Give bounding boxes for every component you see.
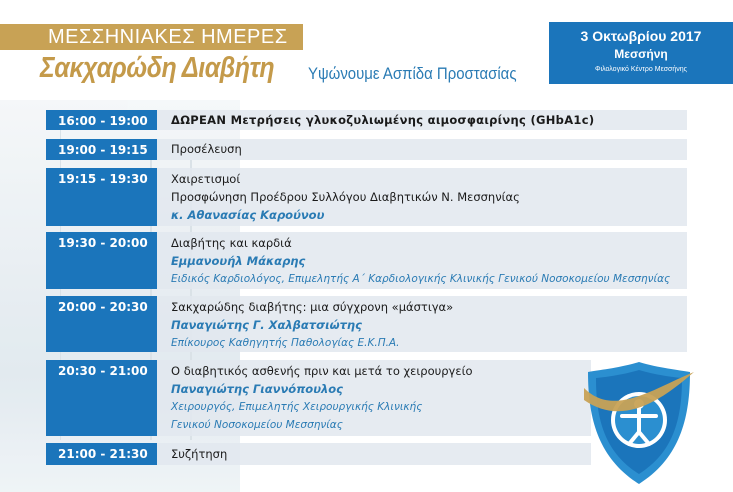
row-title: ΔΩΡΕΑΝ Μετρήσεις γλυκοζυλιωμένης αιμοσφαιρίνης (GHbA1c) [171, 113, 595, 127]
schedule-row [46, 232, 687, 289]
row-time: 19:00 - 19:15 [46, 139, 157, 160]
row-time: 20:30 - 21:00 [46, 360, 157, 436]
row-title: Διαβήτης και καρδιά [171, 236, 292, 250]
row-time: 21:00 - 21:30 [46, 443, 157, 465]
schedule-row [46, 296, 687, 352]
row-speaker: κ. Αθανασίας Καρούνου [171, 208, 325, 222]
row-content [157, 139, 687, 160]
event-venue: Φιλολογικό Κέντρο Μεσσήνης [594, 66, 687, 73]
event-city: Μεσσήνη [614, 47, 668, 61]
row-time: 16:00 - 19:00 [46, 110, 157, 130]
row-content [157, 232, 687, 289]
date-box [549, 22, 733, 84]
row-time: 19:30 - 20:00 [46, 232, 157, 289]
row-time: 20:00 - 20:30 [46, 296, 157, 352]
schedule-row [46, 168, 687, 226]
event-banner [0, 24, 303, 50]
row-title: Σακχαρώδης διαβήτης: μια σύγχρονη «μάστιγα» [171, 300, 454, 314]
row-speaker: Παναγιώτης Γ. Χαλβατσιώτης [171, 318, 362, 332]
row-title: Ο διαβητικός ασθενής πριν και μετά το χειρουργείο [171, 364, 473, 378]
vitruvian-shield-icon [584, 358, 694, 488]
row-content [157, 110, 687, 130]
row-speaker: Εμμανουήλ Μάκαρης [171, 254, 306, 268]
row-time: 19:15 - 19:30 [46, 168, 157, 226]
row-affiliation: Επίκουρος Καθηγητής Παθολογίας Ε.Κ.Π.Α. [171, 337, 400, 349]
row-title: Προσέλευση [171, 142, 242, 156]
schedule-row [46, 360, 591, 436]
schedule-row [46, 110, 687, 130]
event-tagline: Υψώνουμε Ασπίδα Προστασίας [308, 64, 517, 83]
row-speaker: Παναγιώτης Γιαννόπουλος [171, 382, 343, 396]
schedule-row [46, 139, 687, 160]
event-date: 3 Οκτωβρίου 2017 [580, 28, 702, 44]
row-subtitle: Προσφώνηση Προέδρου Συλλόγου Διαβητικών Ν. Μεσσηνίας [171, 190, 520, 204]
row-title: Χαιρετισμοί [171, 172, 241, 186]
event-name: ΜΕΣΣΗΝΙΑΚΕΣ ΗΜΕΡΕΣ [48, 26, 288, 48]
row-content [157, 168, 687, 226]
event-subtitle: Σακχαρώδη Διαβήτη [40, 52, 275, 84]
row-affiliation: Γενικού Νοσοκομείου Μεσσηνίας [171, 419, 343, 431]
schedule-row [46, 443, 591, 465]
row-content [157, 360, 591, 436]
row-title: Συζήτηση [171, 447, 228, 461]
row-content [157, 296, 687, 352]
row-affiliation: Χειρουργός, Επιμελητής Χειρουργικής Κλινικής [171, 401, 423, 413]
row-affiliation: Ειδικός Καρδιολόγος, Επιμελητής Α΄ Καρδιολογικής Κλινικής Γενικού Νοσοκομείου Μεσσηνίας [171, 273, 671, 285]
row-content [157, 443, 591, 465]
